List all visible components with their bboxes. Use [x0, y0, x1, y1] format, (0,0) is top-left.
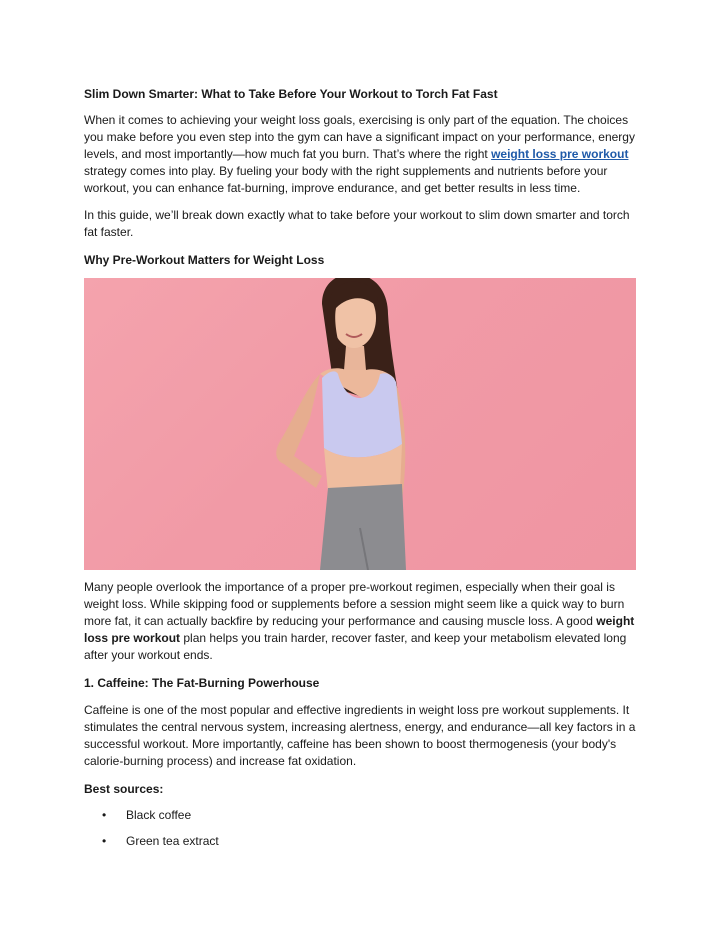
pre-workout-paragraph — [84, 579, 636, 664]
intro-text-end: strategy comes into play. By fueling your body with the right supplements and nutrients before your workout, you can enhance fat-burning, improve endurance, and get better results in less time. — [84, 164, 608, 195]
woman-illustration — [84, 278, 636, 570]
article-body — [84, 84, 636, 850]
best-sources-label: Best sources: — [84, 782, 164, 796]
intro-paragraph — [84, 112, 636, 197]
woman-photo — [84, 278, 636, 570]
list-item-label: Black coffee — [126, 808, 192, 822]
list-item-label: Green tea extract — [126, 834, 219, 848]
section-heading-caffeine: 1. Caffeine: The Fat-Burning Powerhouse — [84, 676, 320, 690]
section-heading-why-pre-workout: Why Pre-Workout Matters for Weight Loss — [84, 253, 325, 267]
pre-workout-bold-phrase: weight loss pre workout — [84, 614, 635, 645]
pre-workout-text-start: Many people overlook the importance of a proper pre-workout regimen, especially when their goal is weight loss. While skipping food or supplements before a session might seem like a quick way to burn more fat, it can actually backfire by reducing your performance and causing muscle loss. A good — [84, 580, 625, 628]
pre-workout-text-end: plan helps you train harder, recover faster, and keep your metabolism elevated long after your workout ends. — [84, 631, 627, 662]
bullet-icon: • — [102, 808, 107, 822]
weight-loss-pre-workout-link[interactable]: weight loss pre workout — [491, 147, 629, 161]
bullet-icon: • — [102, 834, 107, 848]
caffeine-paragraph: Caffeine is one of the most popular and effective ingredients in weight loss pre workout supplements. It stimulates the central nervous system, increasing alertness, energy, and endurance—all key factors in a successful workout. More importantly, caffeine has been shown to boost thermogenesis (your body's calorie-burning process) and increase fat oxidation. — [84, 703, 636, 768]
intro-text-start: When it comes to achieving your weight loss goals, exercising is only part of the equation. The choices you make before you even step into the gym can have a significant impact on your performance, energy levels, and most importantly—how much fat you burn. That’s where the right — [84, 113, 635, 161]
guide-paragraph: In this guide, we’ll break down exactly what to take before your workout to slim down smarter and torch fat faster. — [84, 208, 630, 239]
best-sources-list — [84, 807, 636, 850]
article-title: Slim Down Smarter: What to Take Before Your Workout to Torch Fat Fast — [84, 87, 498, 101]
list-item — [84, 833, 636, 850]
list-item — [84, 807, 636, 824]
